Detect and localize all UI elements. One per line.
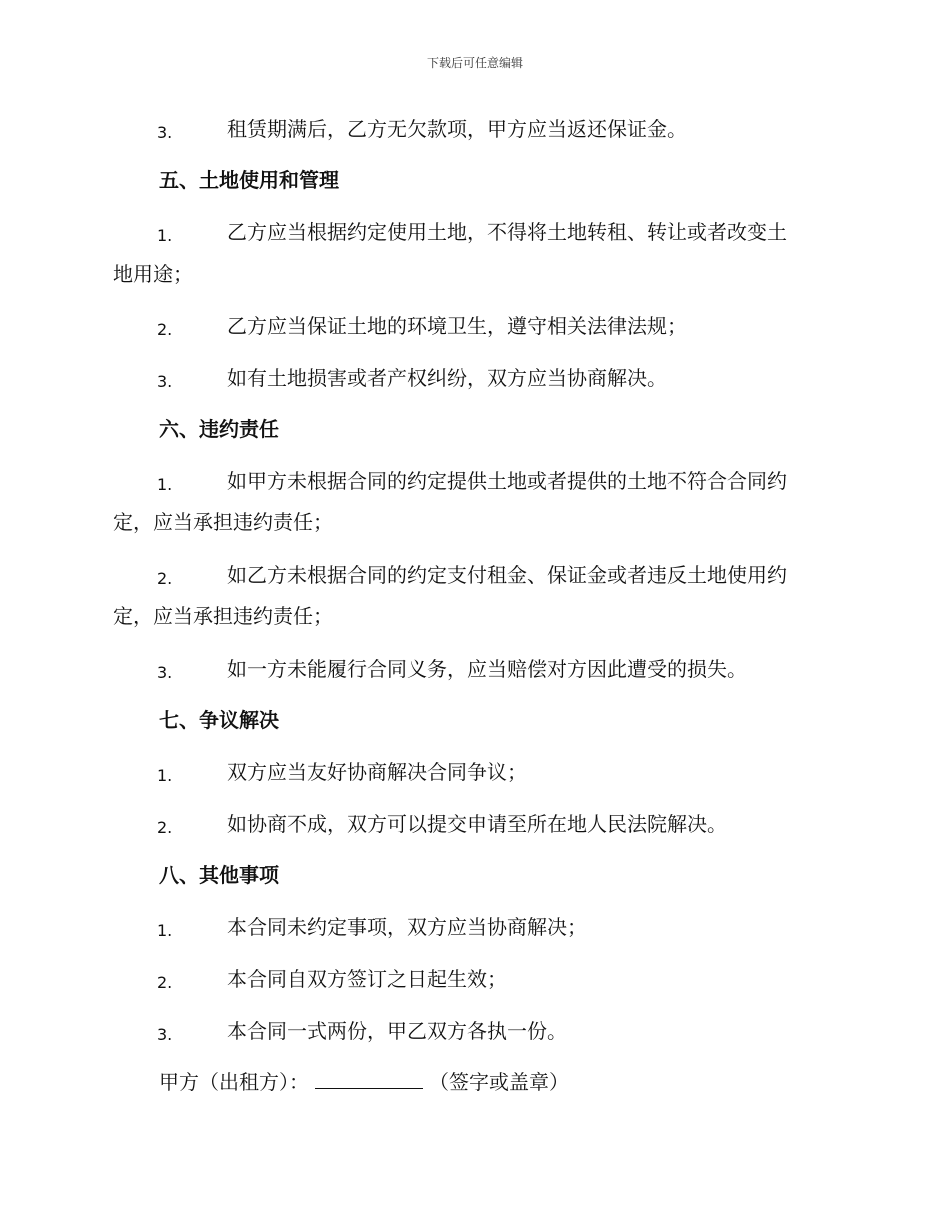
section-heading: 七、争议解决 — [159, 708, 279, 732]
item-number: 3. — [157, 123, 173, 142]
item-number: 1. — [157, 475, 173, 494]
signature-line — [159, 1068, 569, 1096]
signature-blank — [315, 1068, 423, 1089]
item-text: 本合同自双方签订之日起生效； — [227, 967, 507, 991]
section-heading: 六、违约责任 — [159, 417, 279, 441]
item-number: 1. — [157, 921, 173, 940]
signature-suffix: （签字或盖章） — [429, 1070, 569, 1094]
item-text: 乙方应当保证土地的环境卫生，遵守相关法律法规； — [227, 314, 687, 338]
signature-label: 甲方（出租方）： — [159, 1070, 309, 1094]
item-number: 2. — [157, 569, 173, 588]
item-text: 双方应当友好协商解决合同争议； — [227, 760, 527, 784]
item-text: 如协商不成，双方可以提交申请至所在地人民法院解决。 — [227, 812, 727, 836]
item-text: 本合同未约定事项，双方应当协商解决； — [227, 915, 587, 939]
item-continuation: 地用途； — [113, 262, 193, 286]
section-heading: 五、土地使用和管理 — [159, 168, 339, 192]
item-number: 1. — [157, 766, 173, 785]
item-text: 如甲方未根据合同的约定提供土地或者提供的土地不符合合同约 — [227, 469, 787, 493]
item-text: 如乙方未根据合同的约定支付租金、保证金或者违反土地使用约 — [227, 563, 787, 587]
item-text: 乙方应当根据约定使用土地，不得将土地转租、转让或者改变土 — [227, 220, 787, 244]
item-number: 2. — [157, 973, 173, 992]
item-continuation: 定，应当承担违约责任； — [113, 510, 333, 534]
item-number: 3. — [157, 1025, 173, 1044]
item-continuation: 定，应当承担违约责任； — [113, 604, 333, 628]
section-heading: 八、其他事项 — [159, 863, 279, 887]
item-number: 3. — [157, 663, 173, 682]
page-header: 下载后可任意编辑 — [426, 56, 523, 70]
item-number: 3. — [157, 372, 173, 391]
item-text: 如一方未能履行合同义务，应当赔偿对方因此遭受的损失。 — [227, 657, 747, 681]
item-number: 2. — [157, 818, 173, 837]
item-number: 1. — [157, 226, 173, 245]
item-text: 本合同一式两份，甲乙双方各执一份。 — [227, 1019, 567, 1043]
item-text: 租赁期满后，乙方无欠款项，甲方应当返还保证金。 — [227, 117, 687, 141]
item-number: 2. — [157, 320, 173, 339]
item-text: 如有土地损害或者产权纠纷，双方应当协商解决。 — [227, 366, 667, 390]
